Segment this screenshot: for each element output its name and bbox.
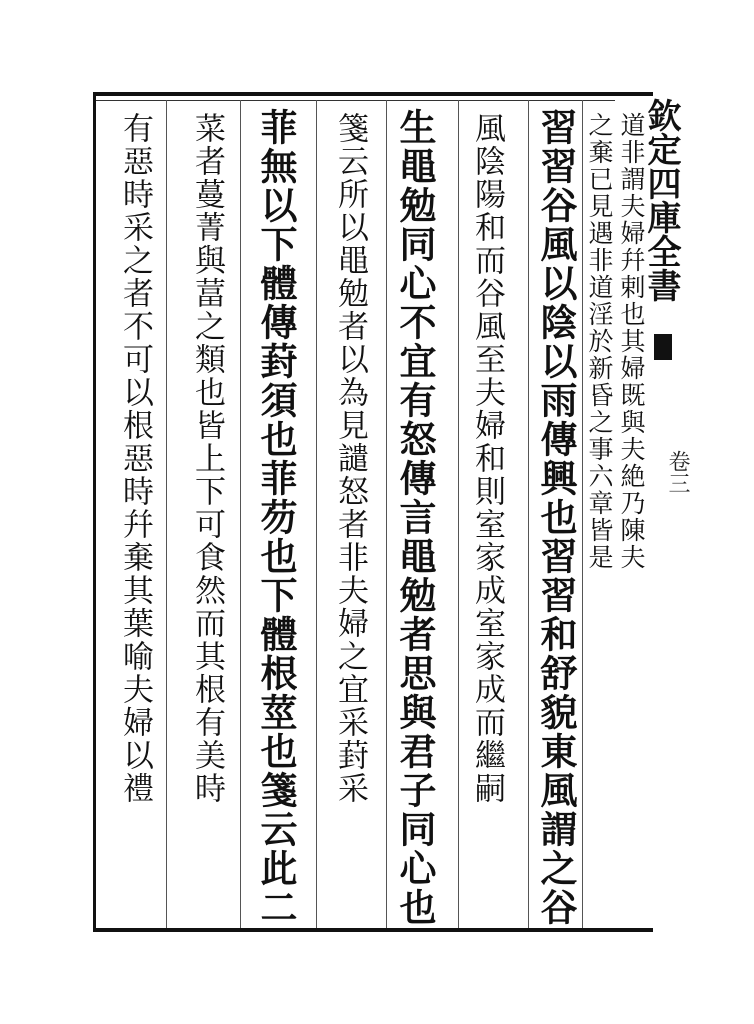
text-column-1: 道非謂夫婦幷剌也其婦既與夫絶乃陳夫 — [617, 112, 646, 571]
frame-top-border — [95, 92, 653, 96]
fish-tail-mark — [654, 334, 672, 360]
column-rule — [316, 100, 317, 928]
edge-book-title: 欽定四庫全書 — [641, 98, 681, 302]
text-column-2: 之棄已見遇非道淫於新昏之事六章皆是 — [585, 112, 614, 571]
frame-bottom-border — [95, 928, 653, 932]
frame-inner-top-line — [95, 100, 615, 101]
column-rule — [458, 100, 459, 928]
text-column-5: 生黽勉同心不宜有怒傳言黽勉者思與君子同心也 — [393, 108, 437, 927]
text-column-3: 習習谷風以陰以雨傳興也習習和舒貌東風謂之谷 — [534, 108, 578, 927]
edge-volume-label: 卷三 — [665, 450, 690, 494]
text-column-9: 有惡時采之者不可以根惡時幷棄其葉喻夫婦以禮 — [117, 112, 153, 805]
column-rule — [582, 100, 583, 928]
column-rule — [240, 100, 241, 928]
text-column-7: 菲無以下體傳葑須也菲芴也下體根莖也箋云此二 — [254, 108, 298, 927]
text-column-6: 箋云所以黽勉者以為見譴怒者非夫婦之宜采葑采 — [332, 112, 368, 805]
column-rule — [528, 100, 529, 928]
frame-left-border — [93, 92, 96, 932]
column-rule — [386, 100, 387, 928]
text-column-4: 風陰陽和而谷風至夫婦和則室家成室家成而繼嗣 — [469, 112, 505, 805]
column-rule — [166, 100, 167, 928]
text-column-8: 菜者蔓菁與葍之類也皆上下可食然而其根有美時 — [189, 112, 225, 805]
